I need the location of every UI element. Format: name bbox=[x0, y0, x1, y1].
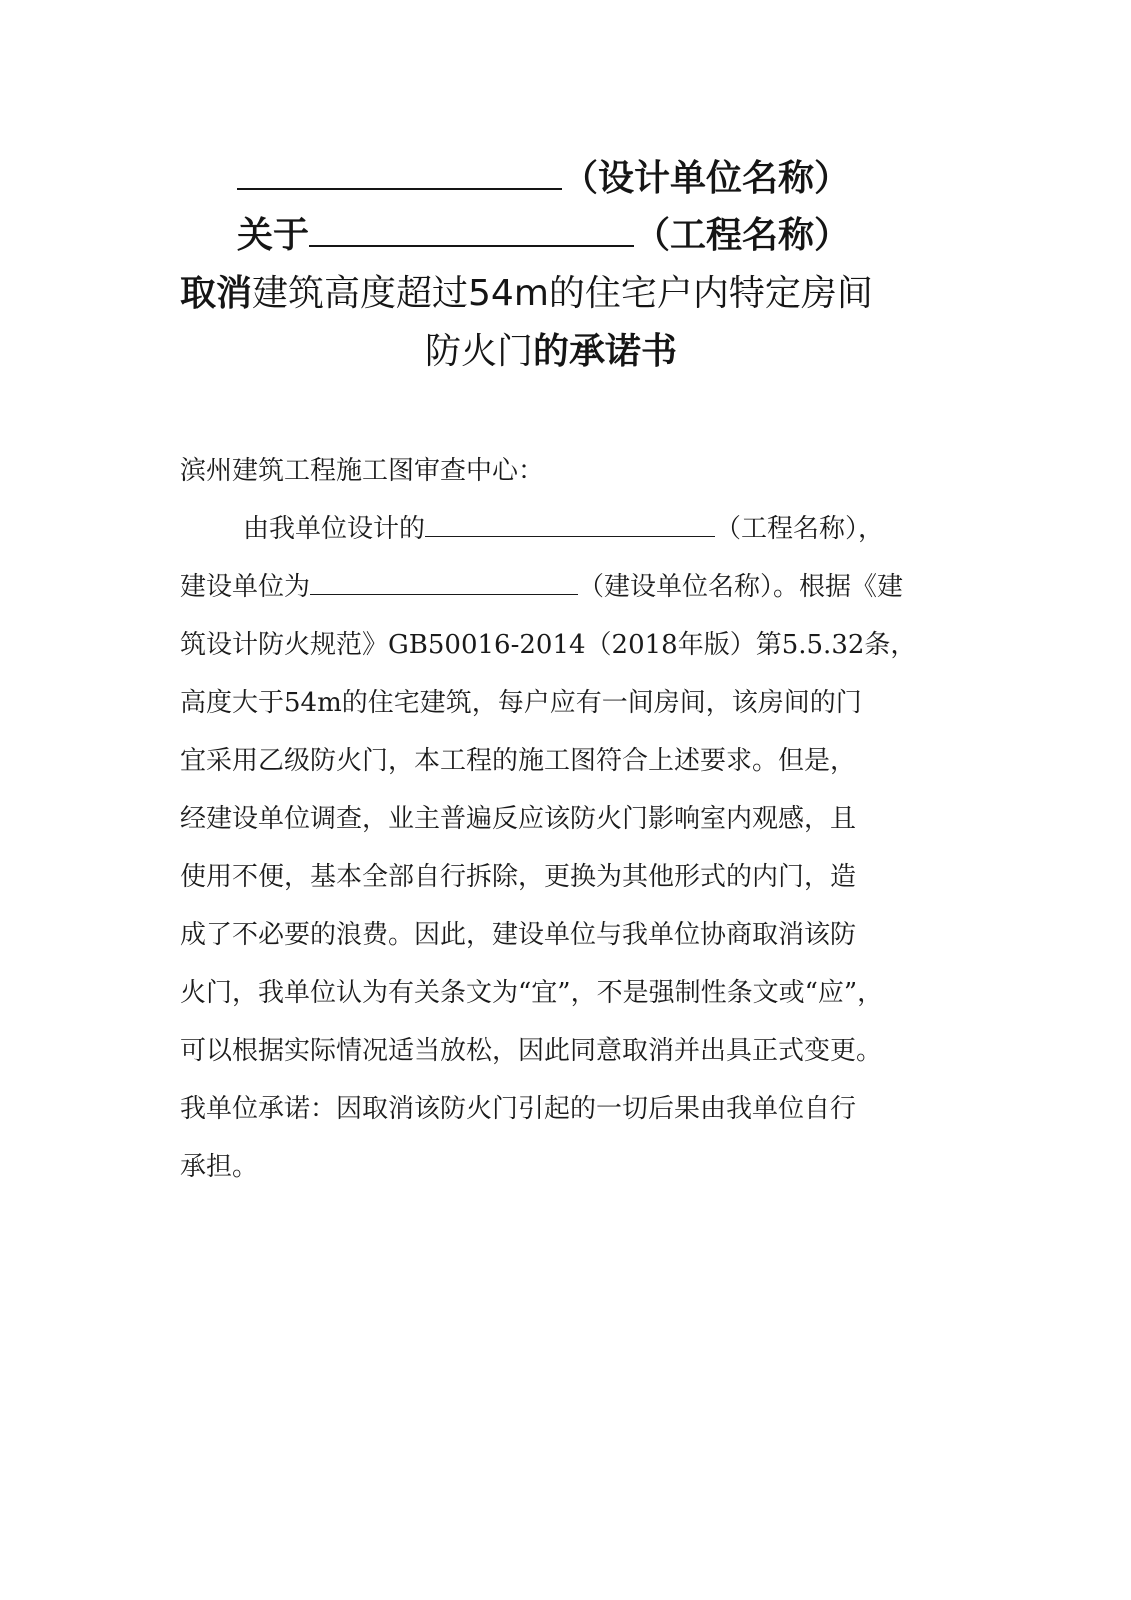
blank-design-unit-name bbox=[237, 187, 562, 190]
body-line: 成了不必要的浪费。因此，建设单位与我单位协商取消该防 bbox=[180, 920, 857, 950]
blank-construction-unit-name bbox=[310, 593, 578, 595]
body-line: 使用不便，基本全部自行拆除，更换为其他形式的内门，造 bbox=[180, 862, 857, 892]
title-line-project bbox=[237, 207, 850, 258]
p1-prefix: 由我单位设计的 bbox=[243, 514, 426, 544]
title-line-design-unit bbox=[237, 150, 850, 201]
p2-suffix: （建设单位名称）。根据《建 bbox=[578, 572, 904, 602]
paragraph-line-2 bbox=[180, 566, 903, 603]
body-line: 筑设计防火规范》GB50016-2014（2018年版）第5.5.32条， bbox=[180, 630, 917, 660]
body-line: 经建设单位调查，业主普遍反应该防火门影响室内观感，且 bbox=[180, 804, 857, 834]
p1-suffix: （工程名称）， bbox=[715, 514, 885, 544]
body-line: 可以根据实际情况适当放松，因此同意取消并出具正式变更。 bbox=[180, 1036, 883, 1066]
title-line-commitment bbox=[425, 323, 677, 374]
title-subject: 建筑高度超过54m的住宅户内特定房间 bbox=[252, 273, 873, 314]
body-line: 宜采用乙级防火门，本工程的施工图符合上述要求。但是， bbox=[180, 746, 857, 776]
body-line: 高度大于54m的住宅建筑，每户应有一间房间，该房间的门 bbox=[180, 688, 862, 718]
blank-project-name-title bbox=[309, 244, 634, 247]
addressee: 滨州建筑工程施工图审查中心： bbox=[180, 456, 545, 486]
title-commitment: 的承诺书 bbox=[533, 331, 678, 372]
title-cancel: 取消 bbox=[180, 273, 253, 314]
title-line-subject bbox=[180, 265, 873, 316]
body-line: 承担。 bbox=[180, 1152, 259, 1182]
title-design-unit-label: （设计单位名称） bbox=[562, 158, 851, 199]
p2-prefix: 建设单位为 bbox=[180, 572, 311, 602]
blank-project-name bbox=[425, 535, 715, 537]
title-project-label: （工程名称） bbox=[634, 215, 851, 256]
title-fire-door: 防火门 bbox=[425, 331, 534, 372]
body-line: 我单位承诺：因取消该防火门引起的一切后果由我单位自行 bbox=[180, 1094, 857, 1124]
title-about: 关于 bbox=[237, 215, 310, 256]
paragraph-line-1 bbox=[243, 508, 884, 545]
body-line: 火门，我单位认为有关条文为“宜”，不是强制性条文或“应”， bbox=[180, 978, 884, 1008]
